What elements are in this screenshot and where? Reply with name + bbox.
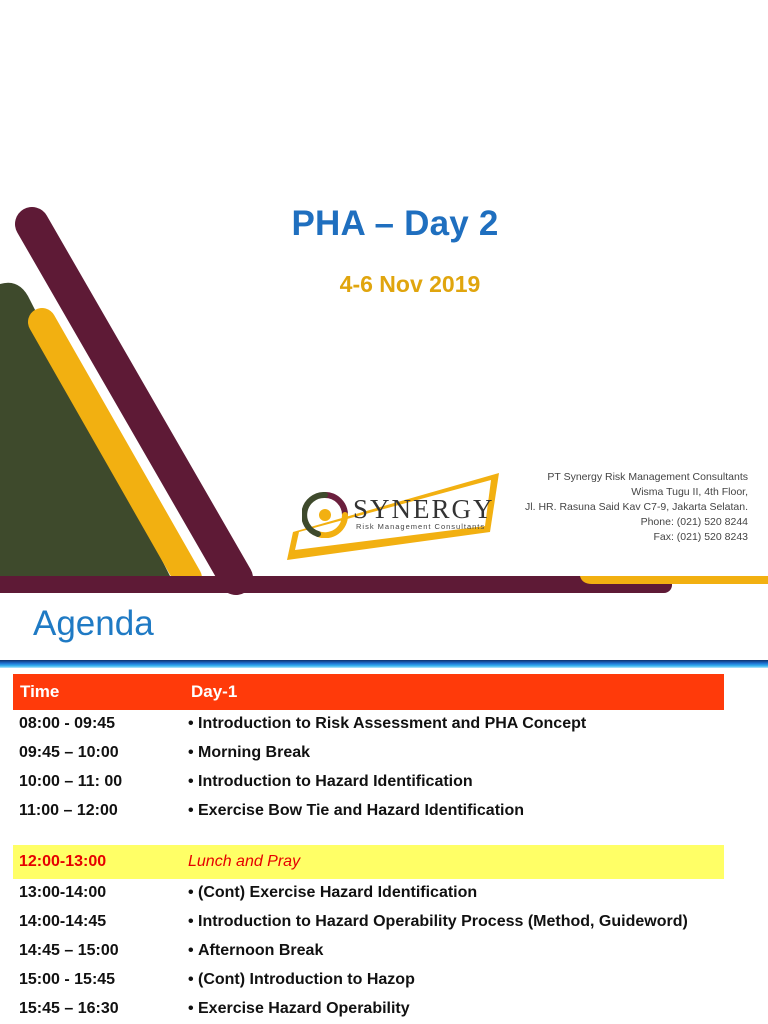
header-time: Time [20, 682, 60, 701]
logo-tagline: Risk Management Consultants [356, 522, 486, 531]
row-time: 08:00 - 09:45 [19, 715, 116, 732]
heading-divider [0, 660, 768, 668]
agenda-row [13, 879, 724, 908]
slide-date: 4-6 Nov 2019 [339, 271, 481, 297]
row-activity: Introduction to Hazard Identification [198, 773, 473, 790]
bullet-icon: • [188, 773, 194, 790]
row-activity: Introduction to Hazard Operability Process (Method, Guideword) [198, 913, 688, 930]
agenda-row [13, 768, 724, 797]
bullet-icon: • [188, 715, 194, 732]
agenda-slide [0, 596, 768, 1024]
row-activity: (Cont) Exercise Hazard Identification [198, 884, 478, 901]
bullet-icon: • [188, 913, 194, 930]
row-time: 11:00 – 12:00 [19, 802, 118, 819]
row-time: 15:00 - 15:45 [19, 971, 116, 988]
row-time: 10:00 – 11: 00 [19, 773, 123, 790]
row-time: 15:45 – 16:30 [19, 1000, 119, 1017]
header-day: Day-1 [191, 682, 238, 701]
row-activity: Morning Break [198, 744, 311, 761]
synergy-swirl-icon [302, 492, 348, 538]
slide-title: PHA – Day 2 [291, 204, 499, 243]
company-address-block [525, 470, 748, 545]
bullet-icon: • [188, 1000, 194, 1017]
bullet-icon: • [188, 744, 194, 761]
agenda-row [13, 739, 724, 768]
company-fax: Fax: (021) 520 8243 [653, 531, 748, 543]
row-activity: (Cont) Introduction to Hazop [198, 971, 415, 988]
maroon-bottom-bar [0, 576, 672, 593]
company-name: PT Synergy Risk Management Consultants [547, 471, 748, 483]
row-activity: Introduction to Risk Assessment and PHA Concept [198, 715, 587, 732]
row-time: 13:00-14:00 [19, 884, 107, 901]
agenda-row [13, 995, 724, 1024]
row-time: 14:00-14:45 [19, 913, 107, 930]
row-activity: Exercise Hazard Operability [198, 1000, 410, 1017]
row-time: 14:45 – 15:00 [19, 942, 119, 959]
bullet-icon: • [188, 802, 194, 819]
agenda-row [13, 937, 724, 966]
bullet-icon: • [188, 971, 194, 988]
agenda-heading: Agenda [33, 604, 154, 643]
agenda-table [13, 674, 724, 1024]
logo-wordmark: SYNERGY [353, 494, 495, 524]
row-activity: Afternoon Break [198, 942, 324, 959]
lunch-row [13, 845, 724, 879]
row-spacer [13, 826, 724, 845]
agenda-row [13, 966, 724, 995]
bullet-icon: • [188, 884, 194, 901]
company-phone: Phone: (021) 520 8244 [640, 516, 748, 528]
lunch-activity: Lunch and Pray [188, 853, 301, 870]
agenda-row [13, 908, 724, 937]
agenda-row [13, 710, 724, 739]
company-street: Jl. HR. Rasuna Said Kav C7-9, Jakarta Selatan. [525, 501, 748, 513]
gold-bottom-bar [580, 576, 768, 584]
row-activity: Exercise Bow Tie and Hazard Identification [198, 802, 525, 819]
agenda-header-row [13, 674, 724, 710]
lunch-time: 12:00-13:00 [19, 853, 107, 870]
agenda-row [13, 797, 724, 826]
company-building: Wisma Tugu II, 4th Floor, [631, 486, 748, 498]
row-time: 09:45 – 10:00 [19, 744, 119, 761]
bullet-icon: • [188, 942, 194, 959]
